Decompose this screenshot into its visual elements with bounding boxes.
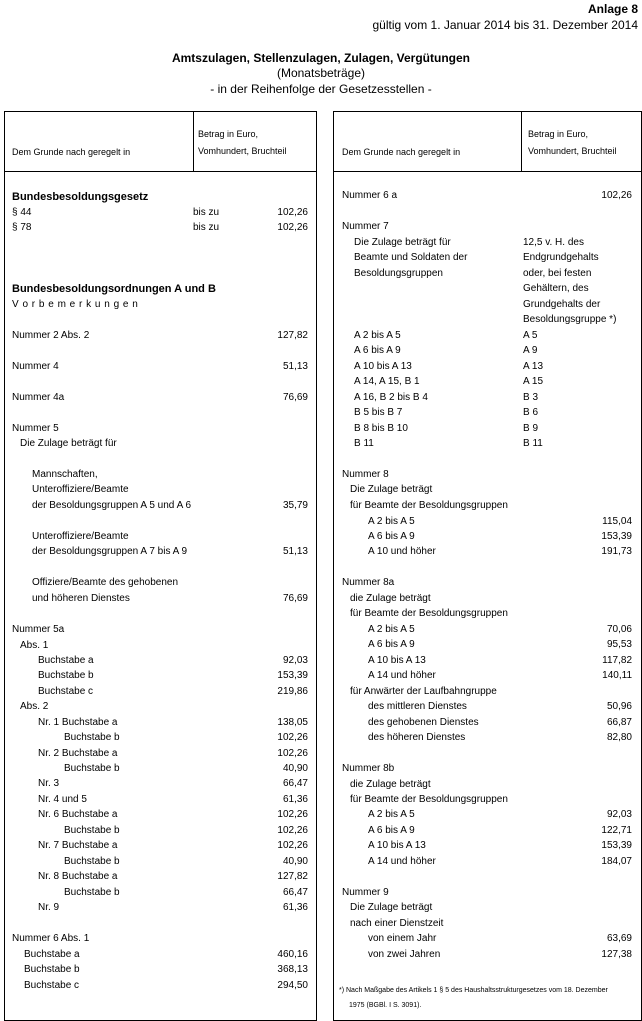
right-row-value: 63,69 xyxy=(606,933,632,944)
right-row-label: für Beamte der Besoldungsgruppen xyxy=(350,500,508,511)
right-row-label: für Anwärter der Laufbahngruppe xyxy=(350,686,497,697)
right-row-qualifier: B 6 xyxy=(523,407,539,418)
right-row-label: von einem Jahr xyxy=(368,933,437,944)
right-row-label: die Zulage beträgt xyxy=(350,779,431,790)
right-row-label: A 6 bis A 9 xyxy=(368,531,415,542)
left-row-label: § 78 xyxy=(12,222,32,233)
document-title: Amtszulagen, Stellenzulagen, Zulagen, Vergütungen xyxy=(171,51,471,65)
left-row-label: Buchstabe c xyxy=(24,980,80,991)
right-row-value: 117,82 xyxy=(602,655,632,666)
right-row-qualifier: Endgrundgehalts xyxy=(523,252,599,263)
left-row-value: 66,47 xyxy=(282,778,308,789)
left-row-label: Bundesbesoldungsgesetz xyxy=(12,191,149,203)
validity-line: gültig vom 1. Januar 2014 bis 31. Dezember 2014 xyxy=(372,18,638,32)
left-row-value: 102,26 xyxy=(277,809,308,820)
left-row-value: 368,13 xyxy=(277,964,308,975)
left-row-label: Buchstabe c xyxy=(38,686,94,697)
left-row-label: Abs. 2 xyxy=(20,701,49,712)
right-row-label: des höheren Dienstes xyxy=(368,732,466,743)
left-row-label: Nr. 4 und 5 xyxy=(38,794,87,805)
right-row-label: A 10 und höher xyxy=(368,546,436,557)
left-row-label: Buchstabe b xyxy=(64,732,120,743)
left-row-value: 51,13 xyxy=(282,361,308,372)
right-row-value: 92,03 xyxy=(606,809,632,820)
right-row-label: A 14 und höher xyxy=(368,856,436,867)
right-row-label: A 2 bis A 5 xyxy=(368,516,415,527)
left-row-value: 61,36 xyxy=(282,794,308,805)
left-row-label: Mannschaften, xyxy=(32,469,98,480)
left-row-label: V o r b e m e r k u n g e n xyxy=(12,299,139,310)
right-row-label: des mittleren Dienstes xyxy=(368,701,467,712)
right-row-qualifier: A 15 xyxy=(523,376,544,387)
right-row-label: des gehobenen Dienstes xyxy=(368,717,479,728)
right-row-label: A 10 bis A 13 xyxy=(354,361,412,372)
left-row-label: Unteroffiziere/Beamte xyxy=(32,484,129,495)
right-row-value: 127,38 xyxy=(601,949,632,960)
left-row-label: Nr. 2 Buchstabe a xyxy=(38,748,118,759)
anlage-label: Anlage 8 xyxy=(587,2,638,16)
left-row-value: 102,26 xyxy=(277,207,308,218)
left-col1-header: Dem Grunde nach geregelt in xyxy=(12,147,131,157)
left-row-label: Buchstabe b xyxy=(64,825,120,836)
left-row-value: 40,90 xyxy=(282,763,308,774)
right-row-label: die Zulage beträgt xyxy=(350,593,431,604)
right-row-label: A 6 bis A 9 xyxy=(354,345,401,356)
left-row-label: Unteroffiziere/Beamte xyxy=(32,531,129,542)
right-row-label: A 14, A 15, B 1 xyxy=(354,376,420,387)
footnote-line1: *) Nach Maßgabe des Artikels 1 § 5 des Haushaltsstrukturgesetzes vom 18. Dezember xyxy=(339,987,608,994)
right-row-qualifier: oder, bei festen xyxy=(523,268,592,279)
right-column-divider xyxy=(521,111,522,172)
left-row-label: Abs. 1 xyxy=(20,640,49,651)
document-subtitle-order: - in der Reihenfolge der Gesetzesstellen - xyxy=(210,82,432,96)
right-row-label: Die Zulage beträgt xyxy=(350,902,433,913)
right-row-label: Beamte und Soldaten der xyxy=(354,252,468,263)
right-row-value: 153,39 xyxy=(601,531,632,542)
right-row-value: 50,96 xyxy=(606,701,632,712)
left-row-value: 102,26 xyxy=(277,732,308,743)
right-row-label: für Beamte der Besoldungsgruppen xyxy=(350,608,508,619)
right-row-label: A 2 bis A 5 xyxy=(368,624,415,635)
left-row-label: Nummer 4a xyxy=(12,392,65,403)
left-row-label: Buchstabe b xyxy=(38,670,94,681)
right-row-label: Nummer 6 a xyxy=(342,190,398,201)
right-row-label: Die Zulage beträgt für xyxy=(354,237,451,248)
left-row-label: Nummer 4 xyxy=(12,361,59,372)
left-row-value: 138,05 xyxy=(277,717,308,728)
right-row-value: 115,04 xyxy=(602,516,632,527)
right-row-label: Nummer 8 xyxy=(342,469,389,480)
left-row-qualifier: bis zu xyxy=(193,222,220,233)
right-row-label: A 6 bis A 9 xyxy=(368,639,415,650)
right-row-label: Die Zulage beträgt xyxy=(350,484,433,495)
right-row-label: nach einer Dienstzeit xyxy=(350,918,444,929)
footnote-line2: 1975 (BGBl. I S. 3091). xyxy=(349,1002,422,1009)
left-row-label: Die Zulage beträgt für xyxy=(20,438,117,449)
left-row-value: 92,03 xyxy=(282,655,308,666)
left-row-label: Nr. 1 Buchstabe a xyxy=(38,717,118,728)
left-row-value: 127,82 xyxy=(277,871,308,882)
left-row-label: der Besoldungsgruppen A 7 bis A 9 xyxy=(32,546,188,557)
right-row-qualifier: Grundgehalts der xyxy=(523,299,601,310)
right-row-value: 140,11 xyxy=(602,670,632,681)
right-row-qualifier: A 13 xyxy=(523,361,544,372)
right-row-value: 66,87 xyxy=(606,717,632,728)
left-row-value: 127,82 xyxy=(277,330,308,341)
right-row-value: 153,39 xyxy=(601,840,632,851)
left-row-value: 460,16 xyxy=(277,949,308,960)
left-row-value: 51,13 xyxy=(282,546,308,557)
left-col2-header-line1: Betrag in Euro, xyxy=(198,129,259,139)
right-row-label: für Beamte der Besoldungsgruppen xyxy=(350,794,508,805)
left-row-label: Nummer 5 xyxy=(12,423,59,434)
left-row-label: Offiziere/Beamte des gehobenen xyxy=(32,577,179,588)
right-row-label: Nummer 8b xyxy=(342,763,395,774)
right-row-value: 102,26 xyxy=(601,190,632,201)
right-row-label: A 6 bis A 9 xyxy=(368,825,415,836)
left-row-value: 76,69 xyxy=(282,593,308,604)
right-row-label: A 14 und höher xyxy=(368,670,436,681)
document-subtitle: (Monatsbeträge) xyxy=(276,66,366,80)
left-row-value: 102,26 xyxy=(277,840,308,851)
left-row-value: 153,39 xyxy=(277,670,308,681)
left-row-value: 102,26 xyxy=(277,748,308,759)
right-col1-header: Dem Grunde nach geregelt in xyxy=(342,147,461,157)
left-table-frame xyxy=(4,111,317,1021)
left-row-label: und höheren Dienstes xyxy=(32,593,130,604)
left-row-label: Nr. 6 Buchstabe a xyxy=(38,809,118,820)
right-row-value: 70,06 xyxy=(606,624,632,635)
left-row-label: der Besoldungsgruppen A 5 und A 6 xyxy=(32,500,192,511)
left-row-label: Buchstabe b xyxy=(64,887,120,898)
left-row-value: 61,36 xyxy=(282,902,308,913)
right-row-label: Besoldungsgruppen xyxy=(354,268,443,279)
right-row-qualifier: Gehältern, des xyxy=(523,283,589,294)
right-row-label: A 10 bis A 13 xyxy=(368,840,426,851)
right-col2-header-line2: Vomhundert, Bruchteil xyxy=(528,146,617,156)
left-row-value: 219,86 xyxy=(277,686,308,697)
right-row-value: 184,07 xyxy=(601,856,632,867)
left-col2-header-line2: Vomhundert, Bruchteil xyxy=(198,146,287,156)
right-row-label: B 8 bis B 10 xyxy=(354,423,408,434)
right-row-label: B 11 xyxy=(354,438,374,449)
right-row-label: A 2 bis A 5 xyxy=(368,809,415,820)
left-row-label: Buchstabe a xyxy=(24,949,80,960)
left-row-label: Buchstabe a xyxy=(38,655,94,666)
right-row-label: Nummer 7 xyxy=(342,221,389,232)
right-col2-header-line1: Betrag in Euro, xyxy=(528,129,589,139)
right-row-qualifier: 12,5 v. H. des xyxy=(523,237,584,248)
left-row-label: Nr. 8 Buchstabe a xyxy=(38,871,118,882)
left-row-value: 102,26 xyxy=(277,222,308,233)
left-row-value: 66,47 xyxy=(282,887,308,898)
right-row-qualifier: B 9 xyxy=(523,423,539,434)
left-row-label: Nummer 2 Abs. 2 xyxy=(12,330,90,341)
right-row-qualifier: B 11 xyxy=(523,438,543,449)
left-row-value: 35,79 xyxy=(282,500,308,511)
right-row-qualifier: A 9 xyxy=(523,345,538,356)
left-row-qualifier: bis zu xyxy=(193,207,220,218)
left-row-label: Bundesbesoldungsordnungen A und B xyxy=(12,283,216,295)
left-row-label: Nummer 5a xyxy=(12,624,65,635)
right-row-label: A 2 bis A 5 xyxy=(354,330,401,341)
right-row-label: Nummer 8a xyxy=(342,577,395,588)
right-row-value: 122,71 xyxy=(601,825,632,836)
left-row-label: § 44 xyxy=(12,207,32,218)
right-row-value: 191,73 xyxy=(601,546,632,557)
left-row-value: 294,50 xyxy=(277,980,308,991)
left-row-label: Buchstabe b xyxy=(64,763,120,774)
right-row-qualifier: Besoldungsgruppe *) xyxy=(523,314,617,325)
left-row-value: 76,69 xyxy=(282,392,308,403)
right-row-qualifier: A 5 xyxy=(523,330,538,341)
right-row-label: B 5 bis B 7 xyxy=(354,407,403,418)
left-column-divider xyxy=(193,111,194,172)
left-row-label: Nr. 7 Buchstabe a xyxy=(38,840,118,851)
left-row-label: Nummer 6 Abs. 1 xyxy=(12,933,90,944)
right-row-label: Nummer 9 xyxy=(342,887,389,898)
left-row-label: Buchstabe b xyxy=(24,964,80,975)
right-row-value: 82,80 xyxy=(606,732,632,743)
left-row-label: Buchstabe b xyxy=(64,856,120,867)
left-row-label: Nr. 9 xyxy=(38,902,60,913)
left-header-divider xyxy=(4,171,317,172)
left-row-value: 102,26 xyxy=(277,825,308,836)
right-header-divider xyxy=(333,171,642,172)
right-row-label: von zwei Jahren xyxy=(368,949,441,960)
right-row-label: A 10 bis A 13 xyxy=(368,655,426,666)
left-row-label: Nr. 3 xyxy=(38,778,60,789)
right-row-value: 95,53 xyxy=(606,639,632,650)
left-row-value: 40,90 xyxy=(282,856,308,867)
right-row-label: A 16, B 2 bis B 4 xyxy=(354,392,428,403)
right-row-qualifier: B 3 xyxy=(523,392,539,403)
